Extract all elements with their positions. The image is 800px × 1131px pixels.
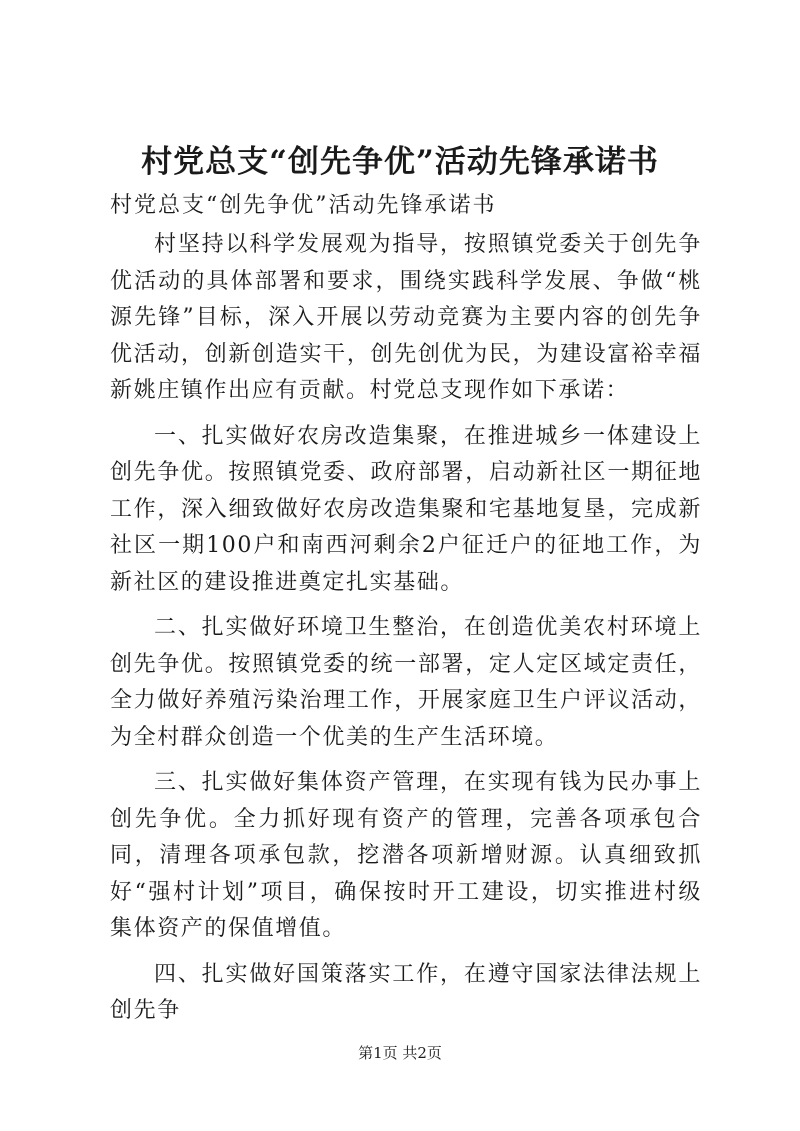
paragraph-intro: 村坚持以科学发展观为指导，按照镇党委关于创先争优活动的具体部署和要求，围绕实践科学发展、争做“桃源先锋”目标，深入开展以劳动竞赛为主要内容的创先争优活动，创新创造实干，创先创优为民，为建设富裕幸福新姚庄镇作出应有贡献。村党总支现作如下承诺：	[110, 232, 702, 403]
document-subtitle: 村党总支“创先争优”活动先锋承诺书	[110, 193, 497, 218]
paragraph-item-2: 二、扎实做好环境卫生整治，在创造优美农村环境上创先争优。按照镇党委的统一部署，定人定区域定责任，全力做好养殖污染治理工作，开展家庭卫生户评议活动，为全村群众创造一个优美的生产生活环境。	[110, 615, 702, 750]
paragraph-item-3: 三、扎实做好集体资产管理，在实现有钱为民办事上创先争优。全力抓好现有资产的管理，完善各项承包合同，清理各项承包款，挖潜各项新增财源。认真细致抓好“强村计划”项目，确保按时开工建设，切实推进村级集体资产的保值增值。	[110, 770, 702, 941]
document-body	[110, 227, 702, 1039]
page-footer: 第1页 共2页	[358, 1044, 442, 1062]
paragraph-item-4: 四、扎实做好国策落实工作，在遵守国家法律法规上创先争	[110, 961, 702, 1023]
paragraph-item-1: 一、扎实做好农房改造集聚，在推进城乡一体建设上创先争优。按照镇党委、政府部署，启动新社区一期征地工作，深入细致做好农房改造集聚和宅基地复垦，完成新社区一期100户和南西河剩余2户征迁户的征地工作，为新社区的建设推进奠定扎实基础。	[110, 423, 702, 595]
document-title: 村党总支“创先争优”活动先锋承诺书	[141, 144, 659, 180]
